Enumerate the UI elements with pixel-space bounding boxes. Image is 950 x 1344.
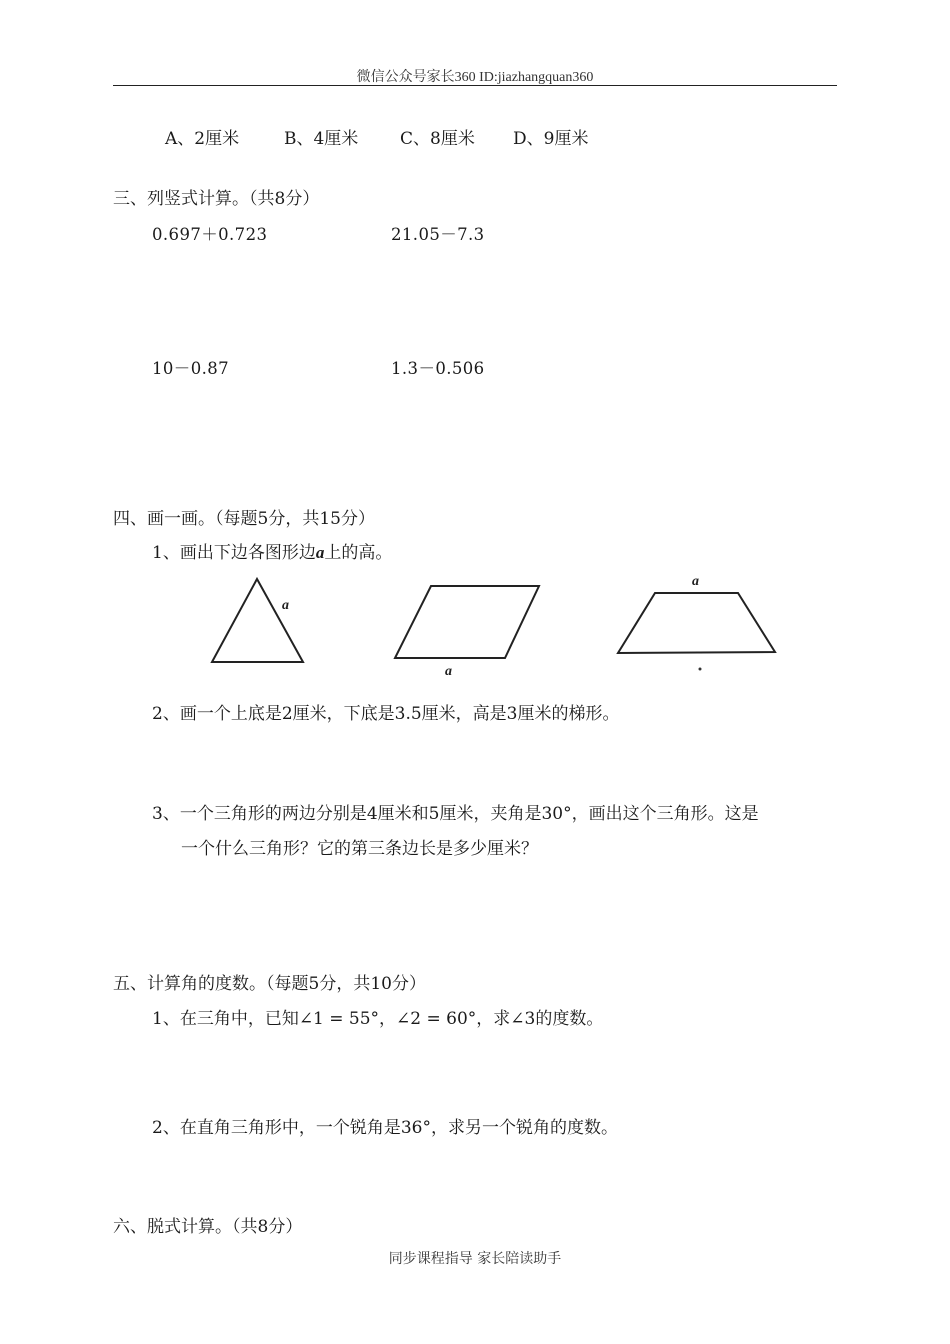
section4-title: 四、画一画。（每题5分，共15分）: [113, 509, 375, 529]
section4-question-1: [152, 538, 392, 563]
parallelogram-shape: [395, 586, 539, 658]
option-a: A、2厘米: [165, 129, 240, 149]
parallelogram-side-label: a: [445, 664, 452, 679]
option-b: B、4厘米: [284, 129, 359, 149]
section4-question-3-line-1: 3、一个三角形的两边分别是4厘米和5厘米，夹角是30°，画出这个三角形。这是: [152, 804, 759, 824]
section3-title: 三、列竖式计算。（共8分）: [113, 189, 320, 209]
triangle-figure: [200, 570, 320, 670]
parallelogram-figure: [385, 578, 555, 678]
triangle-shape: [212, 579, 303, 662]
calc-problem-1: 0.697＋0.723: [152, 225, 268, 244]
q1-text-after: 上的高。: [324, 543, 393, 563]
trapezoid-dot: [699, 668, 702, 671]
page-header: 微信公众号家长360 ID:jiazhangquan360: [356, 70, 594, 85]
trapezoid-figure: [610, 570, 790, 680]
section5-question-1: 1、在三角中，已知∠1 = 55°，∠2 = 60°，求∠3的度数。: [152, 1009, 604, 1029]
calc-problem-4: 1.3－0.506: [391, 359, 485, 378]
trapezoid-shape: [618, 593, 775, 653]
section4-question-3-line-2: 一个什么三角形？它的第三条边长是多少厘米？: [181, 839, 538, 859]
section4-question-2: 2、画一个上底是2厘米，下底是3.5厘米，高是3厘米的梯形。: [152, 704, 620, 724]
q1-text-before: 1、画出下边各图形边: [152, 543, 316, 563]
calc-problem-3: 10－0.87: [152, 359, 230, 378]
header-divider: [113, 85, 837, 86]
trapezoid-side-label: a: [692, 574, 699, 589]
triangle-side-label: a: [282, 598, 289, 613]
section5-question-2: 2、在直角三角形中，一个锐角是36°，求另一个锐角的度数。: [152, 1118, 618, 1138]
option-c: C、8厘米: [400, 129, 475, 149]
calc-problem-2: 21.05－7.3: [391, 225, 485, 244]
section6-title: 六、脱式计算。（共8分）: [113, 1217, 303, 1237]
section5-title: 五、计算角的度数。（每题5分，共10分）: [113, 974, 426, 994]
page-footer: 同步课程指导 家长陪读助手: [388, 1251, 562, 1267]
q1-variable: a: [315, 543, 325, 562]
option-d: D、9厘米: [513, 129, 589, 149]
